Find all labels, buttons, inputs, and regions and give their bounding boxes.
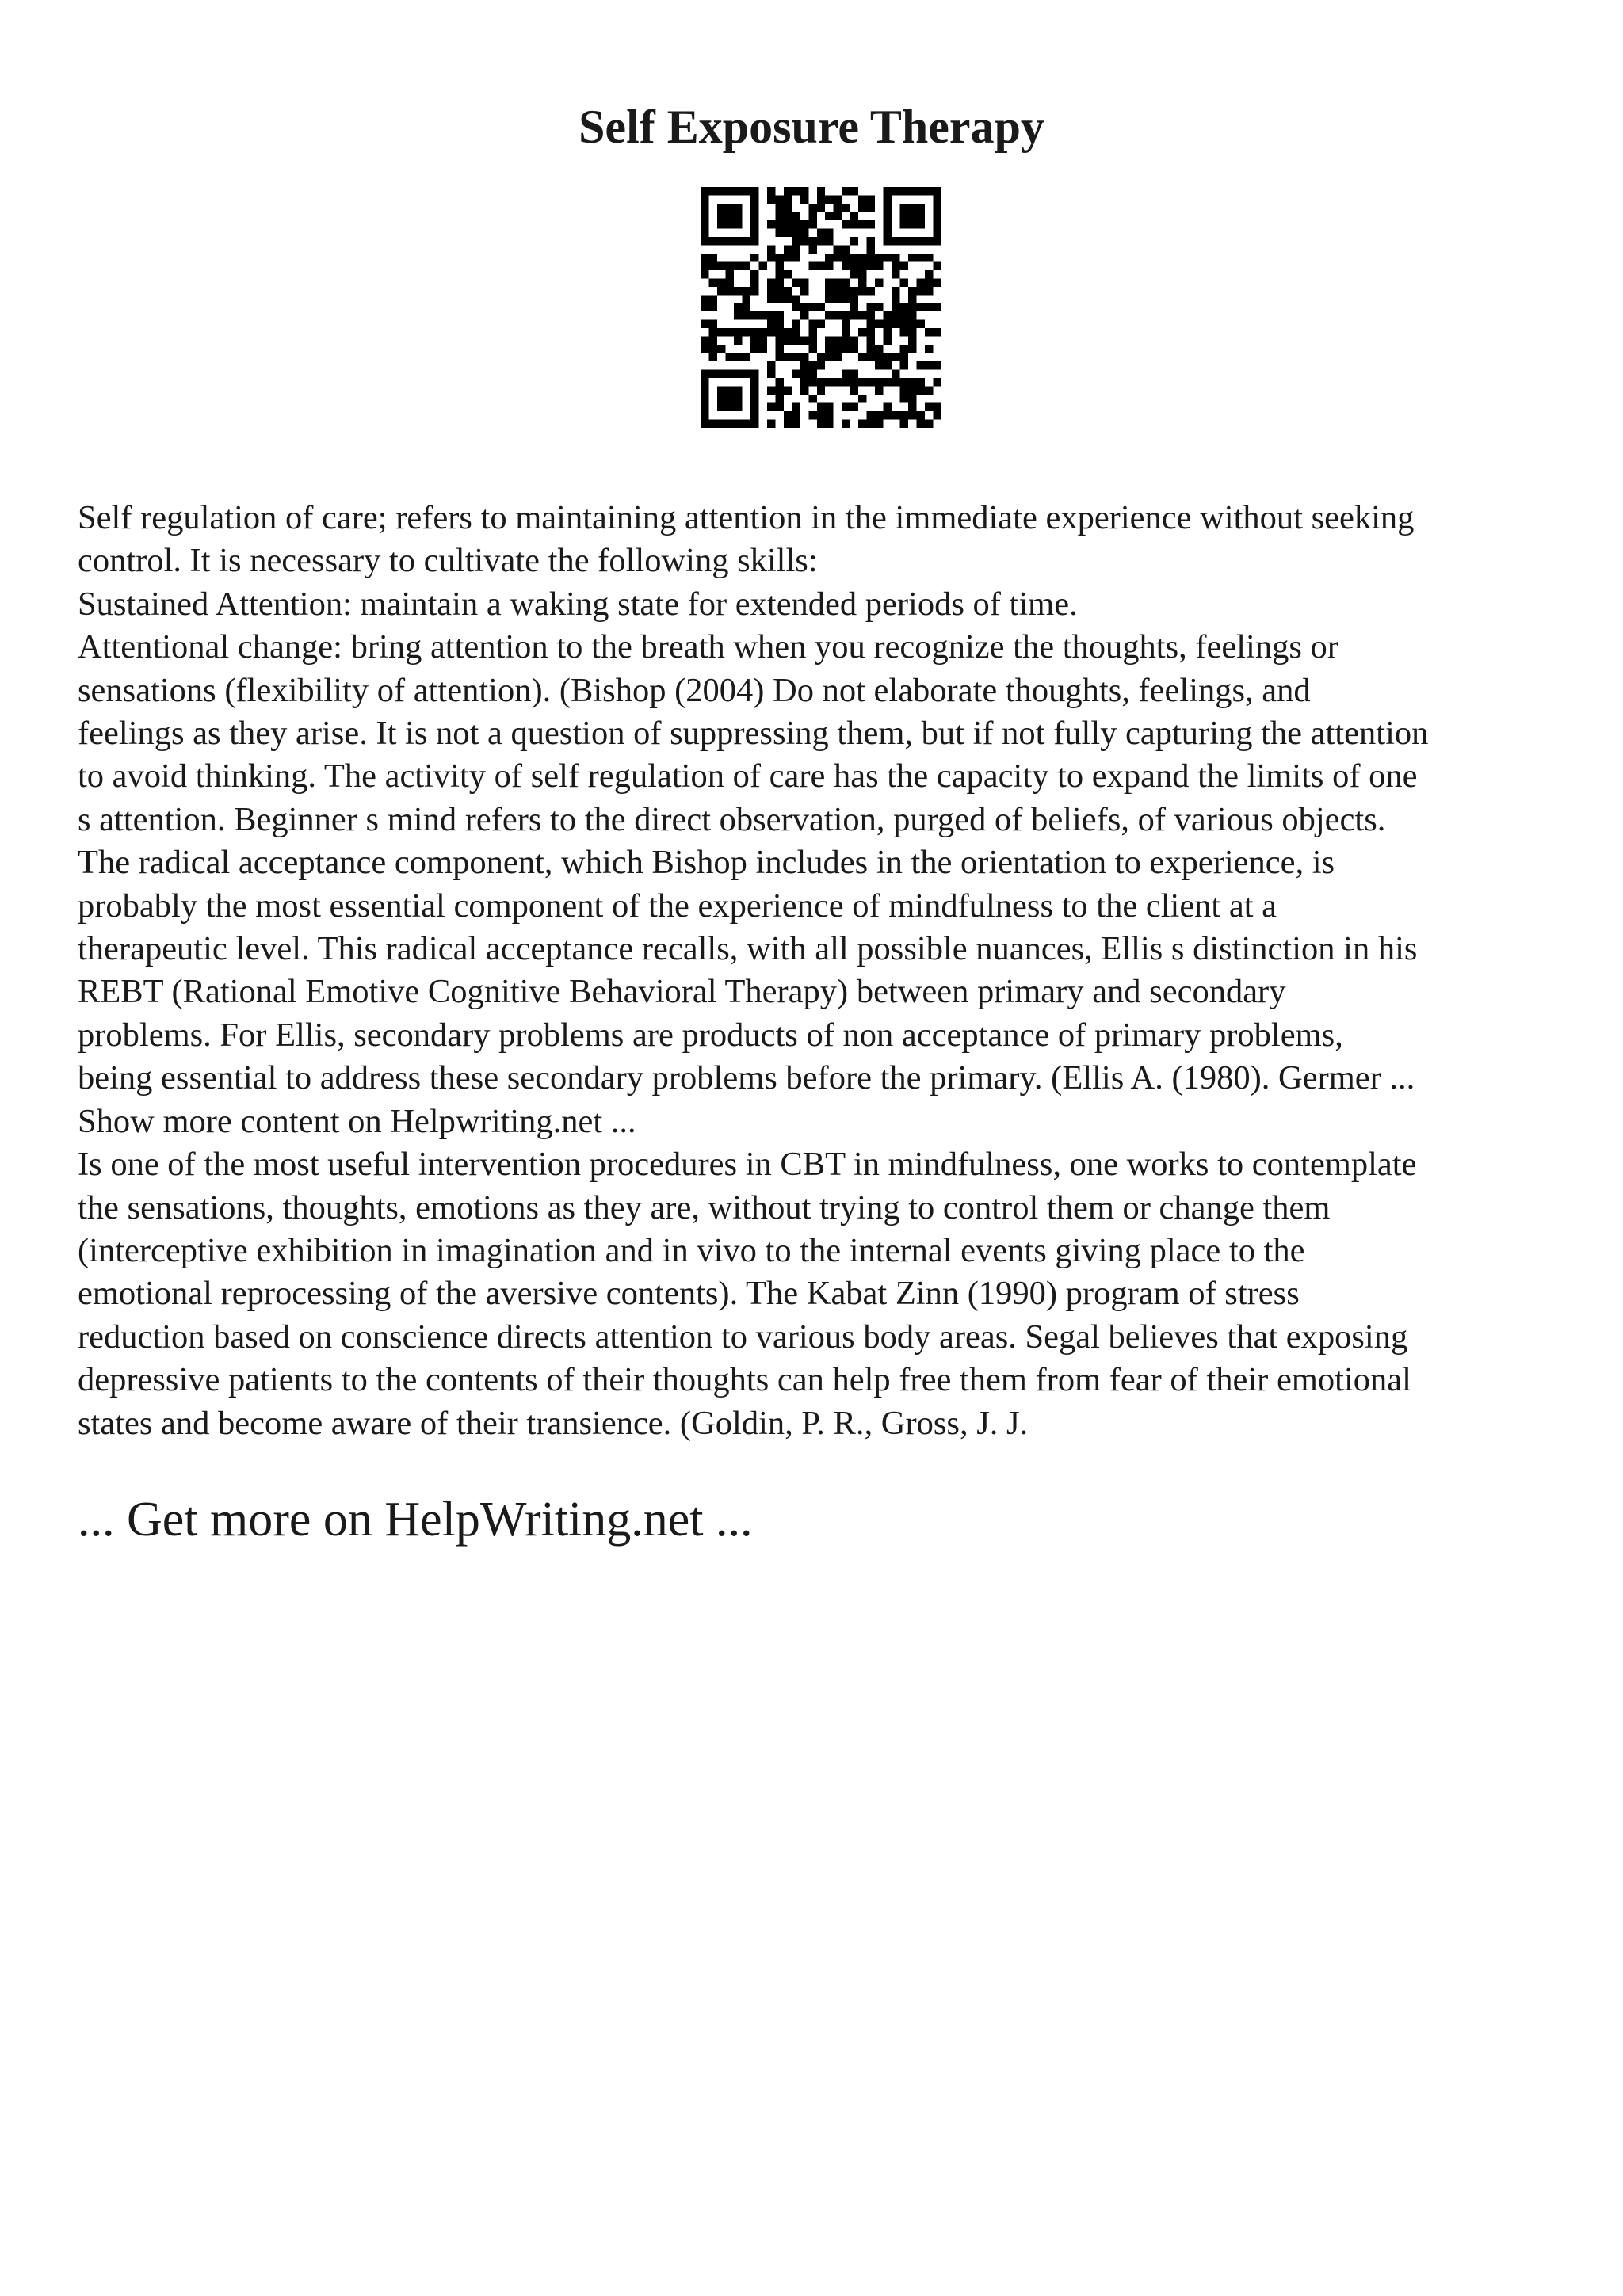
qr-code-icon (701, 187, 941, 428)
article-body: Self regulation of care; refers to maintaining attention in the immediate experience without seeking control. It is necessary to cultivate the following skills: Sustained Attention: maintain a waking state for extended periods of time. Attentional change: bring attention to the breath when you recognize the thoughts, feelings or sensations (flexibility of attention). (Bishop (2004) Do not elaborate thoughts, feelings, and feelings as they arise. It is not a question of suppressing them, but if not fully capturing the attention to avoid thinking. The activity of self regulation of care has the capacity to expand the limits of one s attention. Beginner s mind refers to the direct observation, purged of beliefs, of various objects. The radical acceptance component, which Bishop includes in the orientation to experience, is probably the most essential component of the experience of mindfulness to the client at a therapeutic level. This radical acceptance recalls, with all possible nuances, Ellis s distinction in his REBT (Rational Emotive Cognitive Behavioral Therapy) between primary and secondary problems. For Ellis, secondary problems are products of non acceptance of primary problems, being essential to address these secondary problems before the primary. (Ellis A. (1980). Germer ... Show more content on Helpwriting.net ... Is one of the most useful intervention procedures in CBT in mindfulness, one works to contemplate the sensations, thoughts, emotions as they are, without trying to control them or change them (interceptive exhibition in imagination and in vivo to the internal events giving place to the emotional reprocessing of the aversive contents). The Kabat Zinn (1990) program of stress reduction based on conscience directs attention to various body areas. Segal believes that exposing depressive patients to the contents of their thoughts can help free them from fear of their emotional states and become aware of their transience. (Goldin, P. R., Gross, J. J. (78, 499, 1429, 1442)
page-title: Self Exposure Therapy (579, 101, 1044, 153)
get-more-link[interactable]: ... Get more on HelpWriting.net ... (78, 1493, 753, 1547)
